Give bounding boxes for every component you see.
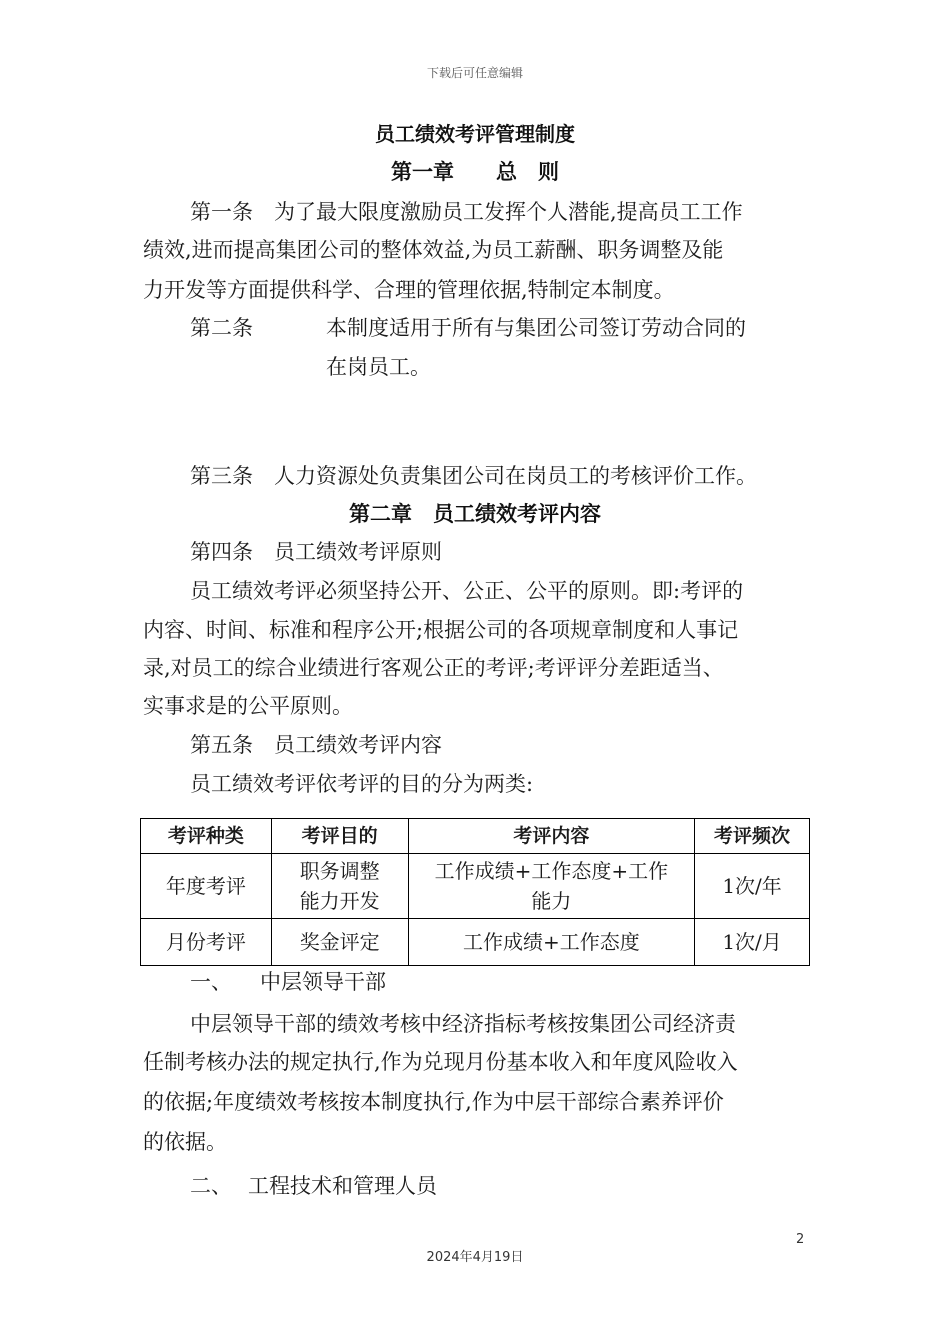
article-2-label: 第二条: [190, 316, 253, 340]
table-header-row: [141, 819, 810, 854]
page-header: 下载后可任意编辑: [426, 66, 523, 80]
footer-date: 2024年4月19日: [426, 1250, 524, 1265]
article-4-title: 第四条 员工绩效考评原则: [190, 540, 442, 564]
content-line-2: 能力: [531, 889, 572, 913]
section-2-title: 工程技术和管理人员: [248, 1174, 437, 1198]
table-row: [141, 854, 810, 919]
section-1-line-2: 任制考核办法的规定执行,作为兑现月份基本收入和年度风险收入: [143, 1050, 738, 1074]
section-1-line-4: 的依据。: [143, 1130, 227, 1154]
chapter-1-heading: 第一章 总 则: [391, 160, 559, 184]
article-3: 第三条 人力资源处负责集团公司在岗员工的考核评价工作。: [190, 464, 757, 488]
purpose-line-1: 职务调整: [299, 859, 380, 883]
table-cell-frequency: 1次/月: [695, 919, 810, 966]
table-cell-purpose: 奖金评定: [271, 919, 408, 966]
page-number: 2: [796, 1232, 805, 1247]
table-cell-purpose: [271, 854, 408, 919]
table-cell-content: [408, 854, 695, 919]
article-5-title: 第五条 员工绩效考评内容: [190, 733, 442, 757]
table-cell-type: 月份考评: [141, 919, 272, 966]
section-1-number: 一、: [190, 970, 232, 994]
article-4-line-3: 录,对员工的综合业绩进行客观公正的考评;考评评分差距适当、: [143, 656, 724, 680]
article-1-line-3: 力开发等方面提供科学、合理的管理依据,特制定本制度。: [143, 278, 675, 302]
document-title: 员工绩效考评管理制度: [375, 122, 575, 146]
section-1-line-3: 的依据;年度绩效考核按本制度执行,作为中层干部综合素养评价: [143, 1090, 724, 1114]
content-line-1: 工作成绩+工作态度+工作: [434, 859, 669, 883]
article-1-line-1: 第一条 为了最大限度激励员工发挥个人潜能,提高员工工作: [190, 200, 743, 224]
article-4-line-1: 员工绩效考评必须坚持公开、公正、公平的原则。即:考评的: [190, 579, 744, 603]
table-cell-frequency: 1次/年: [695, 854, 810, 919]
table-row: [141, 919, 810, 966]
article-2-line-1: 本制度适用于所有与集团公司签订劳动合同的: [326, 316, 746, 340]
section-1-line-1: 中层领导干部的绩效考核中经济指标考核按集团公司经济责: [190, 1012, 736, 1036]
chapter-2-heading: 第二章 员工绩效考评内容: [349, 502, 601, 526]
table-cell-type: 年度考评: [141, 854, 272, 919]
section-2-number: 二、: [190, 1174, 232, 1198]
article-2-line-2: 在岗员工。: [326, 355, 431, 379]
table-header-cell: 考评内容: [408, 819, 695, 854]
table-header-cell: 考评种类: [141, 819, 272, 854]
table-header-cell: 考评频次: [695, 819, 810, 854]
article-4-line-2: 内容、时间、标准和程序公开;根据公司的各项规章制度和人事记: [143, 618, 739, 642]
section-1-title: 中层领导干部: [260, 970, 386, 994]
table-header-cell: 考评目的: [271, 819, 408, 854]
assessment-table: [140, 818, 810, 966]
article-5-intro: 员工绩效考评依考评的目的分为两类:: [190, 772, 534, 796]
purpose-line-2: 能力开发: [299, 889, 380, 913]
article-4-line-4: 实事求是的公平原则。: [143, 694, 353, 718]
table-cell-content: 工作成绩+工作态度: [408, 919, 695, 966]
article-1-line-2: 绩效,进而提高集团公司的整体效益,为员工薪酬、职务调整及能: [143, 238, 724, 262]
